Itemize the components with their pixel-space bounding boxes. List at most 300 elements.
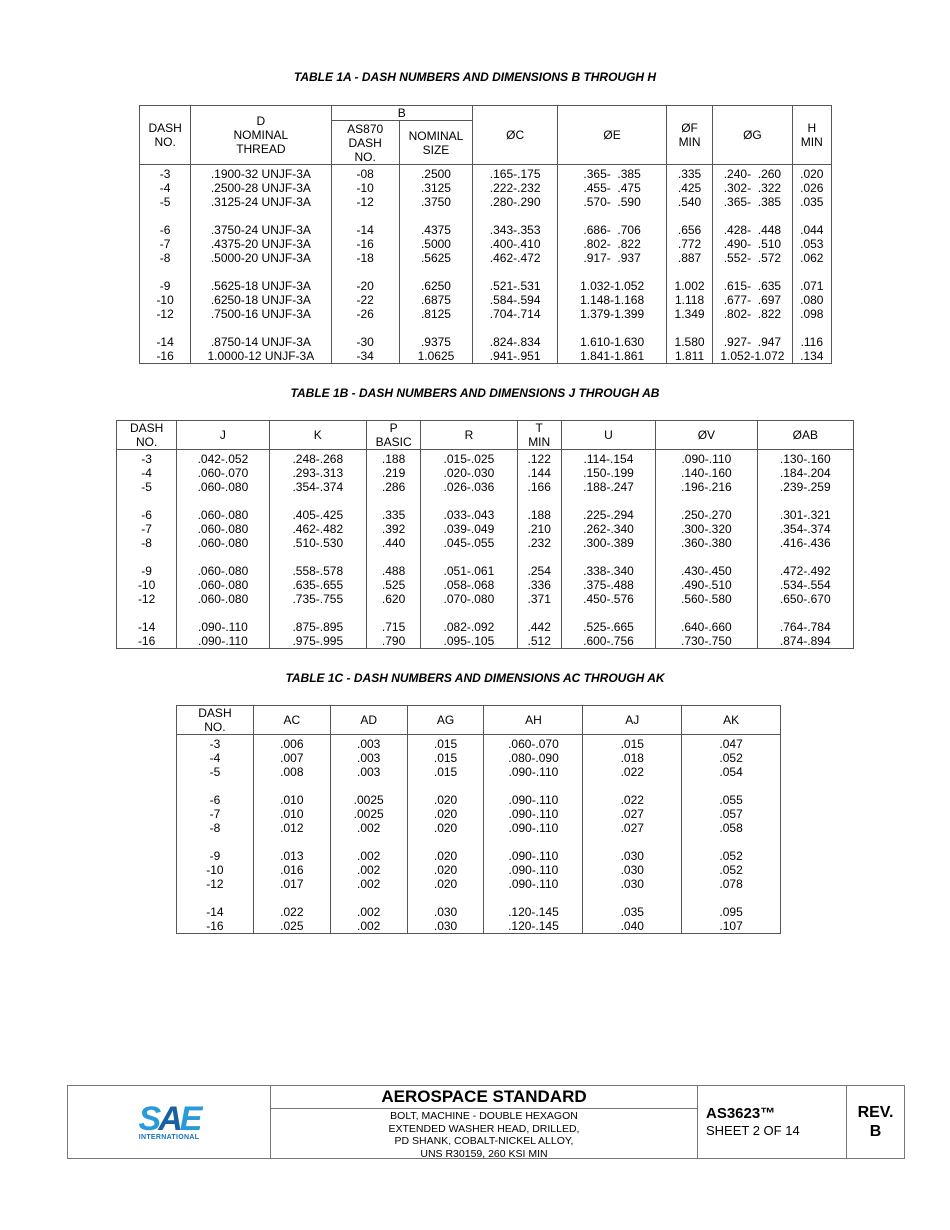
dimension-cell: .248-.268 bbox=[269, 450, 366, 467]
dimension-cell: .300-.320 bbox=[656, 522, 757, 536]
dimension-cell: .7500-16 UNJF-3A bbox=[191, 307, 331, 321]
dimension-cell: .047 bbox=[682, 735, 781, 752]
dimension-cell: .020 bbox=[407, 793, 484, 807]
dimension-cell: -20 bbox=[331, 279, 399, 293]
dash-number-cell: -7 bbox=[117, 522, 177, 536]
dimension-cell: .071 bbox=[792, 279, 831, 293]
group-spacer bbox=[140, 209, 832, 223]
table-row bbox=[117, 578, 854, 592]
dash-number-cell: -8 bbox=[177, 821, 254, 835]
dimension-cell: .490- .510 bbox=[713, 237, 792, 251]
dimension-cell: .134 bbox=[792, 349, 831, 364]
dimension-cell: .016 bbox=[253, 863, 330, 877]
dimension-cell: .003 bbox=[330, 765, 407, 779]
dimension-cell: 1.002 bbox=[666, 279, 712, 293]
table-row bbox=[140, 195, 832, 209]
table-row bbox=[140, 335, 832, 349]
dimension-cell: .018 bbox=[583, 751, 682, 765]
table-row bbox=[177, 919, 781, 934]
dimension-cell: .704-.714 bbox=[473, 307, 558, 321]
dimension-cell: .8750-14 UNJF-3A bbox=[191, 335, 331, 349]
dimension-cell: .080-.090 bbox=[484, 751, 583, 765]
dash-number-cell: -5 bbox=[140, 195, 191, 209]
table-1c bbox=[176, 705, 781, 934]
header-b-nominal-size: NOMINAL SIZE bbox=[399, 121, 472, 165]
header-dash-no: DASH NO. bbox=[140, 106, 191, 165]
dimension-cell: .015 bbox=[407, 765, 484, 779]
dimension-cell: .6250-18 UNJF-3A bbox=[191, 293, 331, 307]
dimension-cell: .232 bbox=[517, 536, 561, 550]
header-c: ØC bbox=[473, 106, 558, 165]
dimension-cell: -12 bbox=[331, 195, 399, 209]
dash-number-cell: -12 bbox=[177, 877, 254, 891]
table-1a-title: TABLE 1A - DASH NUMBERS AND DIMENSIONS B THROUGH H bbox=[293, 70, 657, 84]
dimension-cell: .090-.110 bbox=[177, 634, 269, 649]
dimension-cell: .060-.070 bbox=[177, 466, 269, 480]
header-dash-no: DASH NO. bbox=[177, 706, 254, 735]
dimension-cell: .020 bbox=[407, 877, 484, 891]
dimension-cell: .070-.080 bbox=[421, 592, 517, 606]
dimension-cell: .510-.530 bbox=[269, 536, 366, 550]
dimension-cell: .033-.043 bbox=[421, 508, 517, 522]
dimension-cell: .490-.510 bbox=[656, 578, 757, 592]
header-r: R bbox=[421, 421, 517, 450]
revision bbox=[847, 1086, 904, 1158]
group-spacer bbox=[117, 494, 854, 508]
dimension-cell: .455- .475 bbox=[558, 181, 667, 195]
dimension-cell: .035 bbox=[583, 905, 682, 919]
dash-number-cell: -14 bbox=[140, 335, 191, 349]
dimension-cell: .6250 bbox=[399, 279, 472, 293]
dimension-cell: .122 bbox=[517, 450, 561, 467]
dimension-cell: .020 bbox=[407, 863, 484, 877]
group-spacer bbox=[117, 550, 854, 564]
dimension-cell: .210 bbox=[517, 522, 561, 536]
dimension-cell: .140-.160 bbox=[656, 466, 757, 480]
dash-number-cell: -7 bbox=[140, 237, 191, 251]
dimension-cell: .010 bbox=[253, 793, 330, 807]
dimension-cell: .4375 bbox=[399, 223, 472, 237]
dimension-cell: .003 bbox=[330, 751, 407, 765]
table-row bbox=[177, 905, 781, 919]
header-u: U bbox=[561, 421, 655, 450]
sheet-number: SHEET 2 OF 14 bbox=[706, 1123, 800, 1138]
dimension-cell: .225-.294 bbox=[561, 508, 655, 522]
dash-number-cell: -10 bbox=[177, 863, 254, 877]
dimension-cell: .052 bbox=[682, 863, 781, 877]
dimension-cell: .3125 bbox=[399, 181, 472, 195]
dimension-cell: .615- .635 bbox=[713, 279, 792, 293]
dimension-cell: .044 bbox=[792, 223, 831, 237]
dimension-cell: .462-.482 bbox=[269, 522, 366, 536]
dimension-cell: .090-.110 bbox=[484, 849, 583, 863]
dimension-cell: 1.580 bbox=[666, 335, 712, 349]
dash-number-cell: -14 bbox=[117, 620, 177, 634]
dimension-cell: .219 bbox=[367, 466, 421, 480]
dash-number-cell: -8 bbox=[117, 536, 177, 550]
dash-number-cell: -12 bbox=[117, 592, 177, 606]
dimension-cell: .8125 bbox=[399, 307, 472, 321]
table-row bbox=[117, 480, 854, 494]
table-row bbox=[117, 620, 854, 634]
dash-number-cell: -3 bbox=[117, 450, 177, 467]
dimension-cell: .058-.068 bbox=[421, 578, 517, 592]
header-h-min: H MIN bbox=[792, 106, 831, 165]
dash-number-cell: -6 bbox=[177, 793, 254, 807]
dimension-cell: .090-.110 bbox=[484, 793, 583, 807]
dimension-cell: .887 bbox=[666, 251, 712, 265]
dimension-cell: .015 bbox=[407, 735, 484, 752]
header-ah: AH bbox=[484, 706, 583, 735]
header-ak: AK bbox=[682, 706, 781, 735]
dimension-cell: .371 bbox=[517, 592, 561, 606]
dimension-cell: .188 bbox=[367, 450, 421, 467]
dimension-cell: .5625-18 UNJF-3A bbox=[191, 279, 331, 293]
dimension-cell: .6875 bbox=[399, 293, 472, 307]
dash-number-cell: -16 bbox=[140, 349, 191, 364]
dash-number-cell: -16 bbox=[177, 919, 254, 934]
table-row bbox=[117, 466, 854, 480]
dimension-cell: 1.349 bbox=[666, 307, 712, 321]
header-ab: ØAB bbox=[757, 421, 853, 450]
dimension-cell: .5000-20 UNJF-3A bbox=[191, 251, 331, 265]
dimension-cell: .301-.321 bbox=[757, 508, 853, 522]
dimension-cell: .010 bbox=[253, 807, 330, 821]
dimension-cell: .042-.052 bbox=[177, 450, 269, 467]
table-row bbox=[177, 807, 781, 821]
group-spacer bbox=[117, 606, 854, 620]
dimension-cell: 1.052-1.072 bbox=[713, 349, 792, 364]
dash-number-cell: -3 bbox=[140, 165, 191, 182]
header-g: ØG bbox=[713, 106, 792, 165]
dimension-cell: .280-.290 bbox=[473, 195, 558, 209]
dimension-cell: .222-.232 bbox=[473, 181, 558, 195]
dimension-cell: .002 bbox=[330, 849, 407, 863]
dimension-cell: .062 bbox=[792, 251, 831, 265]
sae-logo-subtitle: INTERNATIONAL bbox=[138, 1133, 200, 1141]
dimension-cell: .941-.951 bbox=[473, 349, 558, 364]
dimension-cell: .022 bbox=[253, 905, 330, 919]
dimension-cell: .802- .822 bbox=[713, 307, 792, 321]
dimension-cell: .428- .448 bbox=[713, 223, 792, 237]
header-v: ØV bbox=[656, 421, 757, 450]
dimension-cell: .656 bbox=[666, 223, 712, 237]
dimension-cell: .058 bbox=[682, 821, 781, 835]
dimension-cell: .442 bbox=[517, 620, 561, 634]
dimension-cell: .525-.665 bbox=[561, 620, 655, 634]
dimension-cell: .080 bbox=[792, 293, 831, 307]
dimension-cell: .416-.436 bbox=[757, 536, 853, 550]
dimension-cell: -18 bbox=[331, 251, 399, 265]
dimension-cell: .007 bbox=[253, 751, 330, 765]
table-row bbox=[117, 592, 854, 606]
table-row bbox=[117, 522, 854, 536]
dash-number-cell: -5 bbox=[117, 480, 177, 494]
dimension-cell: .540 bbox=[666, 195, 712, 209]
dimension-cell: .5625 bbox=[399, 251, 472, 265]
dimension-cell: .650-.670 bbox=[757, 592, 853, 606]
dimension-cell: .677- .697 bbox=[713, 293, 792, 307]
dimension-cell: .620 bbox=[367, 592, 421, 606]
dimension-cell: .090-.110 bbox=[484, 877, 583, 891]
dimension-cell: .060-.070 bbox=[484, 735, 583, 752]
dimension-cell: .022 bbox=[583, 765, 682, 779]
dimension-cell: .002 bbox=[330, 863, 407, 877]
dimension-cell: .521-.531 bbox=[473, 279, 558, 293]
revision-label: REV. bbox=[857, 1104, 894, 1121]
dimension-cell: .053 bbox=[792, 237, 831, 251]
table-row bbox=[177, 849, 781, 863]
header-f-min: ØF MIN bbox=[666, 106, 712, 165]
dimension-cell: .090-.110 bbox=[484, 807, 583, 821]
table-row bbox=[140, 293, 832, 307]
dimension-cell: .338-.340 bbox=[561, 564, 655, 578]
header-p-basic: P BASIC bbox=[367, 421, 421, 450]
dimension-cell: -16 bbox=[331, 237, 399, 251]
dimension-cell: .030 bbox=[407, 905, 484, 919]
dimension-cell: .052 bbox=[682, 751, 781, 765]
header-k: K bbox=[269, 421, 366, 450]
dimension-cell: .488 bbox=[367, 564, 421, 578]
table-row bbox=[140, 251, 832, 265]
dimension-cell: .120-.145 bbox=[484, 905, 583, 919]
dimension-cell: .020-.030 bbox=[421, 466, 517, 480]
dimension-cell: .917- .937 bbox=[558, 251, 667, 265]
dimension-cell: .425 bbox=[666, 181, 712, 195]
dimension-cell: -30 bbox=[331, 335, 399, 349]
table-row bbox=[177, 821, 781, 835]
dimension-cell: .030 bbox=[583, 863, 682, 877]
dimension-cell: -22 bbox=[331, 293, 399, 307]
dimension-cell: .824-.834 bbox=[473, 335, 558, 349]
dimension-cell: .027 bbox=[583, 807, 682, 821]
dimension-cell: .635-.655 bbox=[269, 578, 366, 592]
group-spacer bbox=[177, 835, 781, 849]
dimension-cell: .686- .706 bbox=[558, 223, 667, 237]
table-row bbox=[117, 450, 854, 467]
table-row bbox=[140, 279, 832, 293]
dimension-cell: .360-.380 bbox=[656, 536, 757, 550]
dash-number-cell: -3 bbox=[177, 735, 254, 752]
dimension-cell: -34 bbox=[331, 349, 399, 364]
dimension-cell: .002 bbox=[330, 905, 407, 919]
dimension-cell: .098 bbox=[792, 307, 831, 321]
dash-number-cell: -6 bbox=[117, 508, 177, 522]
dash-number-cell: -9 bbox=[140, 279, 191, 293]
sae-logo-mark: SAE bbox=[138, 1099, 200, 1138]
dimension-cell: .365- .385 bbox=[713, 195, 792, 209]
dimension-cell: .0025 bbox=[330, 807, 407, 821]
group-spacer bbox=[177, 891, 781, 905]
dimension-cell: .095 bbox=[682, 905, 781, 919]
dimension-cell: .002 bbox=[330, 821, 407, 835]
dash-number-cell: -4 bbox=[117, 466, 177, 480]
dimension-cell: .052 bbox=[682, 849, 781, 863]
dash-number-cell: -12 bbox=[140, 307, 191, 321]
header-b-group: B bbox=[331, 106, 473, 121]
dimension-cell: .060-.080 bbox=[177, 592, 269, 606]
table-1b-title: TABLE 1B - DASH NUMBERS AND DIMENSIONS J THROUGH AB bbox=[290, 386, 660, 400]
dimension-cell: .013 bbox=[253, 849, 330, 863]
dimension-cell: .560-.580 bbox=[656, 592, 757, 606]
table-row bbox=[140, 165, 832, 182]
dimension-cell: .335 bbox=[666, 165, 712, 182]
dimension-cell: .015-.025 bbox=[421, 450, 517, 467]
sae-logo bbox=[68, 1086, 271, 1158]
dimension-cell: .078 bbox=[682, 877, 781, 891]
dimension-cell: .1900-32 UNJF-3A bbox=[191, 165, 331, 182]
dash-number-cell: -10 bbox=[140, 293, 191, 307]
dimension-cell: .3750 bbox=[399, 195, 472, 209]
table-row bbox=[177, 765, 781, 779]
header-d-nominal-thread: D NOMINAL THREAD bbox=[191, 106, 331, 165]
dimension-cell: .051-.061 bbox=[421, 564, 517, 578]
dimension-cell: .5000 bbox=[399, 237, 472, 251]
dimension-cell: .600-.756 bbox=[561, 634, 655, 649]
dimension-cell: .020 bbox=[792, 165, 831, 182]
dimension-cell: .060-.080 bbox=[177, 522, 269, 536]
dimension-cell: .365- .385 bbox=[558, 165, 667, 182]
dimension-cell: .012 bbox=[253, 821, 330, 835]
dimension-cell: 1.032-1.052 bbox=[558, 279, 667, 293]
dimension-cell: .336 bbox=[517, 578, 561, 592]
dimension-cell: .030 bbox=[583, 849, 682, 863]
dimension-cell: .116 bbox=[792, 335, 831, 349]
dimension-cell: .166 bbox=[517, 480, 561, 494]
table-row bbox=[177, 793, 781, 807]
dimension-cell: .250-.270 bbox=[656, 508, 757, 522]
table-row bbox=[140, 349, 832, 364]
dimension-cell: .450-.576 bbox=[561, 592, 655, 606]
revision-value: B bbox=[869, 1123, 882, 1140]
dimension-cell: .552- .572 bbox=[713, 251, 792, 265]
table-row bbox=[177, 751, 781, 765]
dimension-cell: .392 bbox=[367, 522, 421, 536]
dimension-cell: .3125-24 UNJF-3A bbox=[191, 195, 331, 209]
dimension-cell: .095-.105 bbox=[421, 634, 517, 649]
header-dash-no: DASH NO. bbox=[117, 421, 177, 450]
header-e: ØE bbox=[558, 106, 667, 165]
header-aj: AJ bbox=[583, 706, 682, 735]
dimension-cell: .039-.049 bbox=[421, 522, 517, 536]
dimension-cell: .107 bbox=[682, 919, 781, 934]
dimension-cell: .026-.036 bbox=[421, 480, 517, 494]
dimension-cell: .055 bbox=[682, 793, 781, 807]
dimension-cell: .0025 bbox=[330, 793, 407, 807]
dimension-cell: .040 bbox=[583, 919, 682, 934]
table-row bbox=[177, 735, 781, 752]
dimension-cell: .3750-24 UNJF-3A bbox=[191, 223, 331, 237]
dimension-cell: .715 bbox=[367, 620, 421, 634]
dimension-cell: .512 bbox=[517, 634, 561, 649]
dimension-cell: .802- .822 bbox=[558, 237, 667, 251]
dash-number-cell: -4 bbox=[140, 181, 191, 195]
dimension-cell: .440 bbox=[367, 536, 421, 550]
dash-number-cell: -6 bbox=[140, 223, 191, 237]
dimension-cell: .015 bbox=[407, 751, 484, 765]
dimension-cell: .293-.313 bbox=[269, 466, 366, 480]
dimension-cell: 1.118 bbox=[666, 293, 712, 307]
dimension-cell: .764-.784 bbox=[757, 620, 853, 634]
dimension-cell: .405-.425 bbox=[269, 508, 366, 522]
table-row bbox=[177, 877, 781, 891]
dimension-cell: .060-.080 bbox=[177, 536, 269, 550]
dimension-cell: .9375 bbox=[399, 335, 472, 349]
dimension-cell: .020 bbox=[407, 849, 484, 863]
group-spacer bbox=[140, 265, 832, 279]
dimension-cell: .335 bbox=[367, 508, 421, 522]
dimension-cell: .057 bbox=[682, 807, 781, 821]
group-spacer bbox=[140, 321, 832, 335]
dimension-cell: .130-.160 bbox=[757, 450, 853, 467]
table-row bbox=[140, 237, 832, 251]
dimension-cell: .4375-20 UNJF-3A bbox=[191, 237, 331, 251]
title-block bbox=[67, 1085, 905, 1159]
header-ac: AC bbox=[253, 706, 330, 735]
dimension-cell: .054 bbox=[682, 765, 781, 779]
dimension-cell: .002 bbox=[330, 877, 407, 891]
dimension-cell: .462-.472 bbox=[473, 251, 558, 265]
dimension-cell: .027 bbox=[583, 821, 682, 835]
header-b-as870-dash: AS870 DASH NO. bbox=[331, 121, 399, 165]
dimension-cell: 1.0000-12 UNJF-3A bbox=[191, 349, 331, 364]
dimension-cell: .302- .322 bbox=[713, 181, 792, 195]
dimension-cell: .354-.374 bbox=[269, 480, 366, 494]
dimension-cell: .254 bbox=[517, 564, 561, 578]
dimension-cell: .375-.488 bbox=[561, 578, 655, 592]
dimension-cell: .196-.216 bbox=[656, 480, 757, 494]
dimension-cell: .2500 bbox=[399, 165, 472, 182]
table-1b bbox=[116, 420, 854, 649]
table-1c-title: TABLE 1C - DASH NUMBERS AND DIMENSIONS AC THROUGH AK bbox=[285, 671, 665, 685]
dimension-cell: .090-.110 bbox=[177, 620, 269, 634]
dimension-cell: .262-.340 bbox=[561, 522, 655, 536]
dimension-cell: .060-.080 bbox=[177, 508, 269, 522]
standard-label: AEROSPACE STANDARD bbox=[271, 1086, 697, 1109]
dimension-cell: .354-.374 bbox=[757, 522, 853, 536]
dimension-cell: .035 bbox=[792, 195, 831, 209]
dimension-cell: .184-.204 bbox=[757, 466, 853, 480]
dimension-cell: 1.610-1.630 bbox=[558, 335, 667, 349]
dimension-cell: .114-.154 bbox=[561, 450, 655, 467]
dimension-cell: .165-.175 bbox=[473, 165, 558, 182]
dimension-cell: .020 bbox=[407, 821, 484, 835]
header-ag: AG bbox=[407, 706, 484, 735]
dimension-cell: .017 bbox=[253, 877, 330, 891]
header-j: J bbox=[177, 421, 269, 450]
dimension-cell: .570- .590 bbox=[558, 195, 667, 209]
dash-number-cell: -16 bbox=[117, 634, 177, 649]
dimension-cell: .090-.110 bbox=[484, 863, 583, 877]
table-row bbox=[117, 536, 854, 550]
dimension-cell: .060-.080 bbox=[177, 480, 269, 494]
dimension-cell: .030 bbox=[583, 877, 682, 891]
dash-number-cell: -8 bbox=[140, 251, 191, 265]
dimension-cell: .400-.410 bbox=[473, 237, 558, 251]
dimension-cell: .300-.389 bbox=[561, 536, 655, 550]
dash-number-cell: -4 bbox=[177, 751, 254, 765]
dimension-cell: .584-.594 bbox=[473, 293, 558, 307]
dimension-cell: .006 bbox=[253, 735, 330, 752]
dimension-cell: .640-.660 bbox=[656, 620, 757, 634]
group-spacer bbox=[177, 779, 781, 793]
dimension-cell: .730-.750 bbox=[656, 634, 757, 649]
dimension-cell: .286 bbox=[367, 480, 421, 494]
dimension-cell: .188-.247 bbox=[561, 480, 655, 494]
dimension-cell: .026 bbox=[792, 181, 831, 195]
dimension-cell: .2500-28 UNJF-3A bbox=[191, 181, 331, 195]
table-row bbox=[177, 863, 781, 877]
